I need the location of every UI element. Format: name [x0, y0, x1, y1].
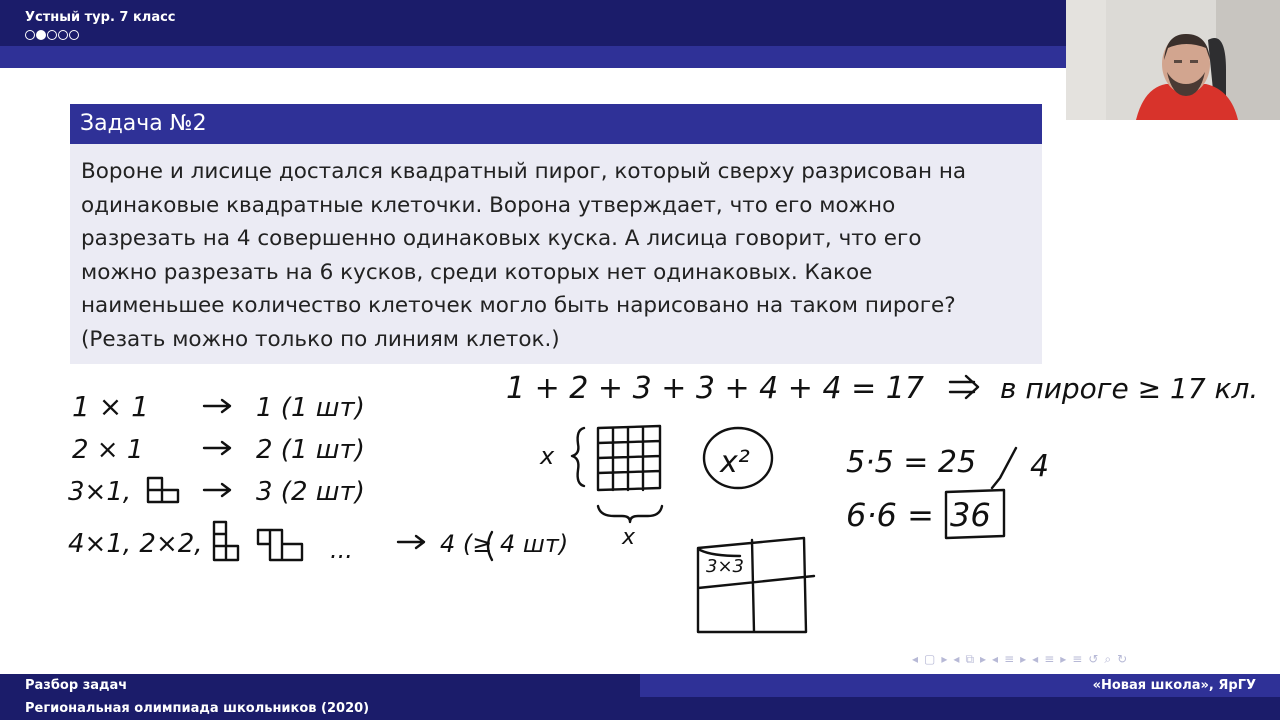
nav-prev-subsection-icon[interactable]: ◂ [992, 652, 999, 666]
footer-talk-title: Разбор задач [25, 678, 128, 693]
hw-eq1: 5·5 = 25 [846, 445, 977, 480]
arrow-row2 [204, 442, 230, 454]
problem-line-2: одинаковые квадратные клеточки. Ворона утверждает, что его можно [81, 192, 896, 218]
presentation-section-title: Устный тур. 7 класс [25, 10, 176, 25]
hw-sum-conclusion: в пироге ≥ 17 кл. [1000, 372, 1259, 405]
arrow-row1 [204, 400, 230, 412]
arrow-row3 [204, 484, 230, 496]
nav-next-frame-icon[interactable]: ▸ [980, 652, 987, 666]
problem-line-1: Вороне и лисице достался квадратный пирог, который сверху разрисован на [81, 159, 967, 184]
hw-row4-dots: ... [330, 536, 353, 564]
hw-sum: 1 + 2 + 3 + 3 + 4 + 4 = 17 [506, 371, 924, 406]
implies-arrow [950, 376, 978, 398]
nav-prev-frame-icon[interactable]: ◂ [953, 652, 960, 666]
split-square-drawing [698, 538, 814, 632]
hw-eq2: 6·6 = [846, 496, 934, 534]
bottom-brace [598, 506, 662, 522]
hw-x-left: x [540, 442, 555, 470]
nav-next-subsection-icon[interactable]: ▸ [1020, 652, 1027, 666]
problem-line-5: наименьшее количество клеточек могло быть нарисовано на таком пироге? [81, 293, 956, 319]
problem-line-6: (Резать можно только по линиям клеток.) [81, 326, 560, 352]
square-grid-drawing [598, 426, 660, 490]
hw-row2-rhs: 2 (1 шт) [256, 435, 365, 465]
nav-toc-icon[interactable]: ≡ [1072, 652, 1083, 666]
not-divisible-slash [992, 448, 1016, 488]
nav-next-slide-icon[interactable]: ▸ [941, 652, 948, 666]
hw-x-bottom: x [622, 525, 636, 550]
nav-prev-section-icon[interactable]: ◂ [1032, 652, 1039, 666]
nav-slide-icon[interactable]: ▢ [924, 652, 936, 666]
footer-event-title: Региональная олимпиада школьников (2020) [25, 701, 370, 716]
nav-subsection-icon[interactable]: ≡ [1004, 652, 1015, 666]
arrow-row4 [398, 536, 424, 548]
beamer-navigation-symbols [912, 650, 1272, 668]
l-tromino-shape [148, 478, 178, 502]
nav-frame-icon[interactable]: ⧉ [965, 651, 975, 666]
hw-row2-lhs: 2 × 1 [72, 435, 144, 465]
hw-row3-rhs: 3 (2 шт) [256, 477, 365, 507]
hw-x-squared: x² [720, 445, 750, 480]
nav-prev-slide-icon[interactable]: ◂ [912, 652, 919, 666]
hw-row4-lhs: 4×1, 2×2, [68, 529, 203, 559]
hw-cell-label: 3×3 [706, 556, 744, 577]
s-tetromino-shape [258, 530, 302, 560]
hw-eq1-divisor: 4 [1030, 449, 1050, 484]
nav-next-section-icon[interactable]: ▸ [1060, 652, 1067, 666]
footer-right-bar-bottom [640, 697, 1280, 720]
footer-institution: «Новая школа», ЯрГУ [1092, 678, 1256, 693]
hw-eq2-answer: 36 [950, 496, 991, 534]
problem-title: Задача №2 [80, 111, 207, 136]
nav-forward-icon[interactable]: ↻ [1117, 652, 1128, 666]
left-brace [572, 428, 584, 486]
nav-section-icon[interactable]: ≡ [1044, 652, 1055, 666]
problem-line-3: разрезать на 4 совершенно одинаковых куска. А лисица говорит, что его [81, 226, 922, 252]
nav-search-icon[interactable]: ⌕ [1104, 651, 1112, 666]
hw-row1-rhs: 1 (1 шт) [256, 393, 365, 423]
l-tetromino-shape [214, 522, 238, 560]
hw-row4-rhs: 4 (≥ 4 шт) [440, 530, 569, 558]
problem-line-4: можно разрезать на 6 кусков, среди которых нет одинаковых. Какое [81, 259, 873, 285]
nav-back-icon[interactable]: ↺ [1088, 652, 1099, 666]
hw-row3-lhs: 3×1, [68, 477, 132, 507]
hw-row1-lhs: 1 × 1 [72, 390, 149, 423]
